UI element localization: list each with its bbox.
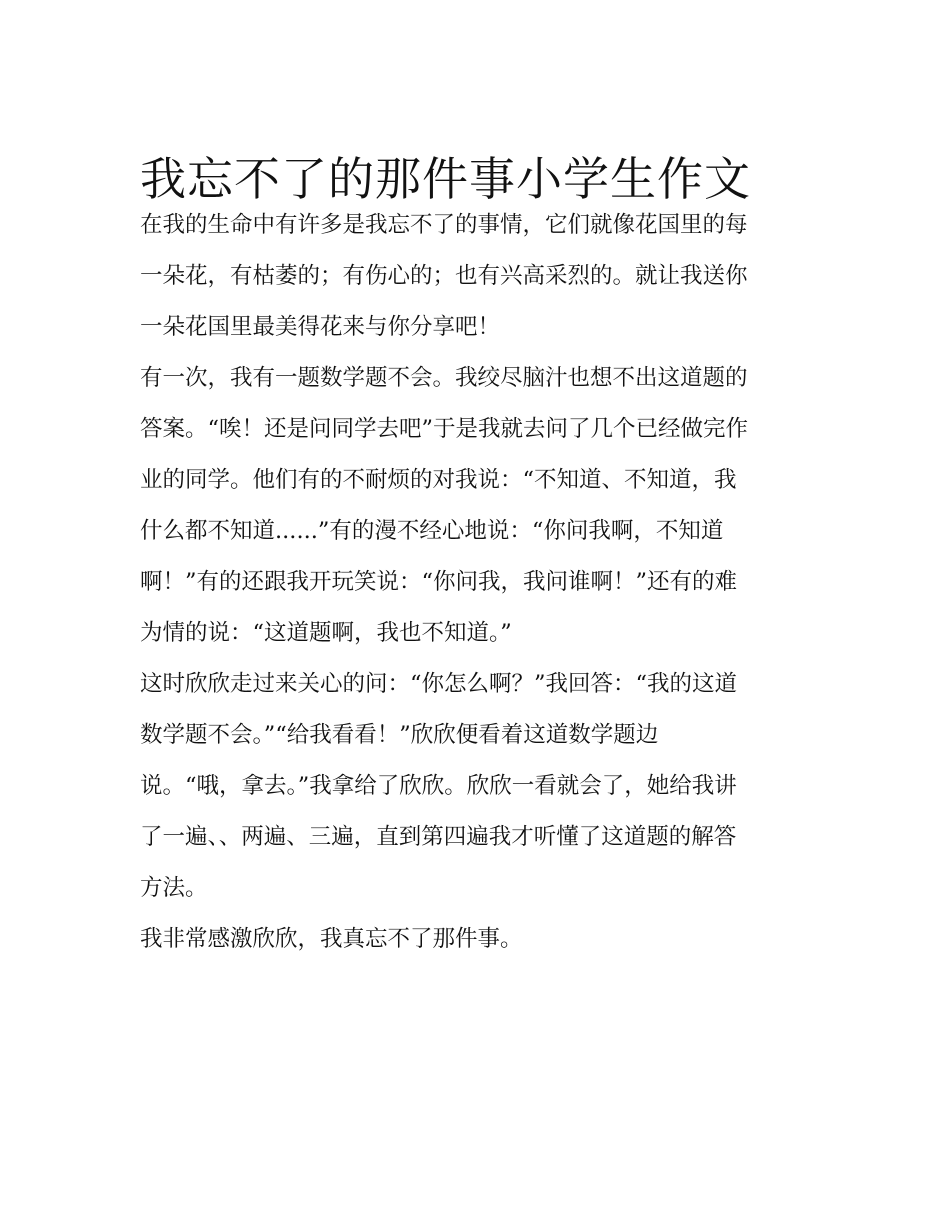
text-line: 方法。 — [140, 875, 208, 901]
text-line: 我非常感激欣欣，我真忘不了那件事。 — [140, 926, 523, 952]
text-line: 在我的生命中有许多是我忘不了的事情，它们就像花国里的每 — [140, 212, 748, 238]
document-title: 我忘不了的那件事小学生作文 — [140, 151, 751, 206]
text-line: 有一次，我有一题数学题不会。我绞尽脑汁也想不出这道题的 — [140, 365, 748, 391]
text-line: 什么都不知道......”有的漫不经心地说：“你问我啊，不知道 — [140, 518, 724, 544]
text-line: 答案。“唉！还是问同学去吧”于是我就去问了几个已经做完作 — [140, 416, 749, 442]
text-line: 一朵花国里最美得花来与你分享吧！ — [140, 314, 501, 340]
text-line: 数学题不会。”“给我看看！”欣欣便看着这道数学题边 — [140, 722, 659, 748]
text-line: 为情的说：“这道题啊，我也不知道。” — [140, 620, 512, 646]
text-line: 业的同学。他们有的不耐烦的对我说：“不知道、不知道，我 — [140, 467, 737, 493]
text-line: 了一遍、、两遍、三遍，直到第四遍我才听懂了这道题的解答 — [140, 824, 737, 850]
text-line: 说。“哦，拿去。”我拿给了欣欣。欣欣一看就会了，她给我讲 — [140, 773, 737, 799]
document-body — [140, 200, 830, 965]
text-line: 这时欣欣走过来关心的问：“你怎么啊？”我回答：“我的这道 — [140, 671, 738, 697]
text-line: 一朵花，有枯萎的；有伤心的；也有兴高采烈的。就让我送你 — [140, 263, 748, 289]
text-line: 啊！”有的还跟我开玩笑说：“你问我，我问谁啊！”还有的难 — [140, 569, 738, 595]
